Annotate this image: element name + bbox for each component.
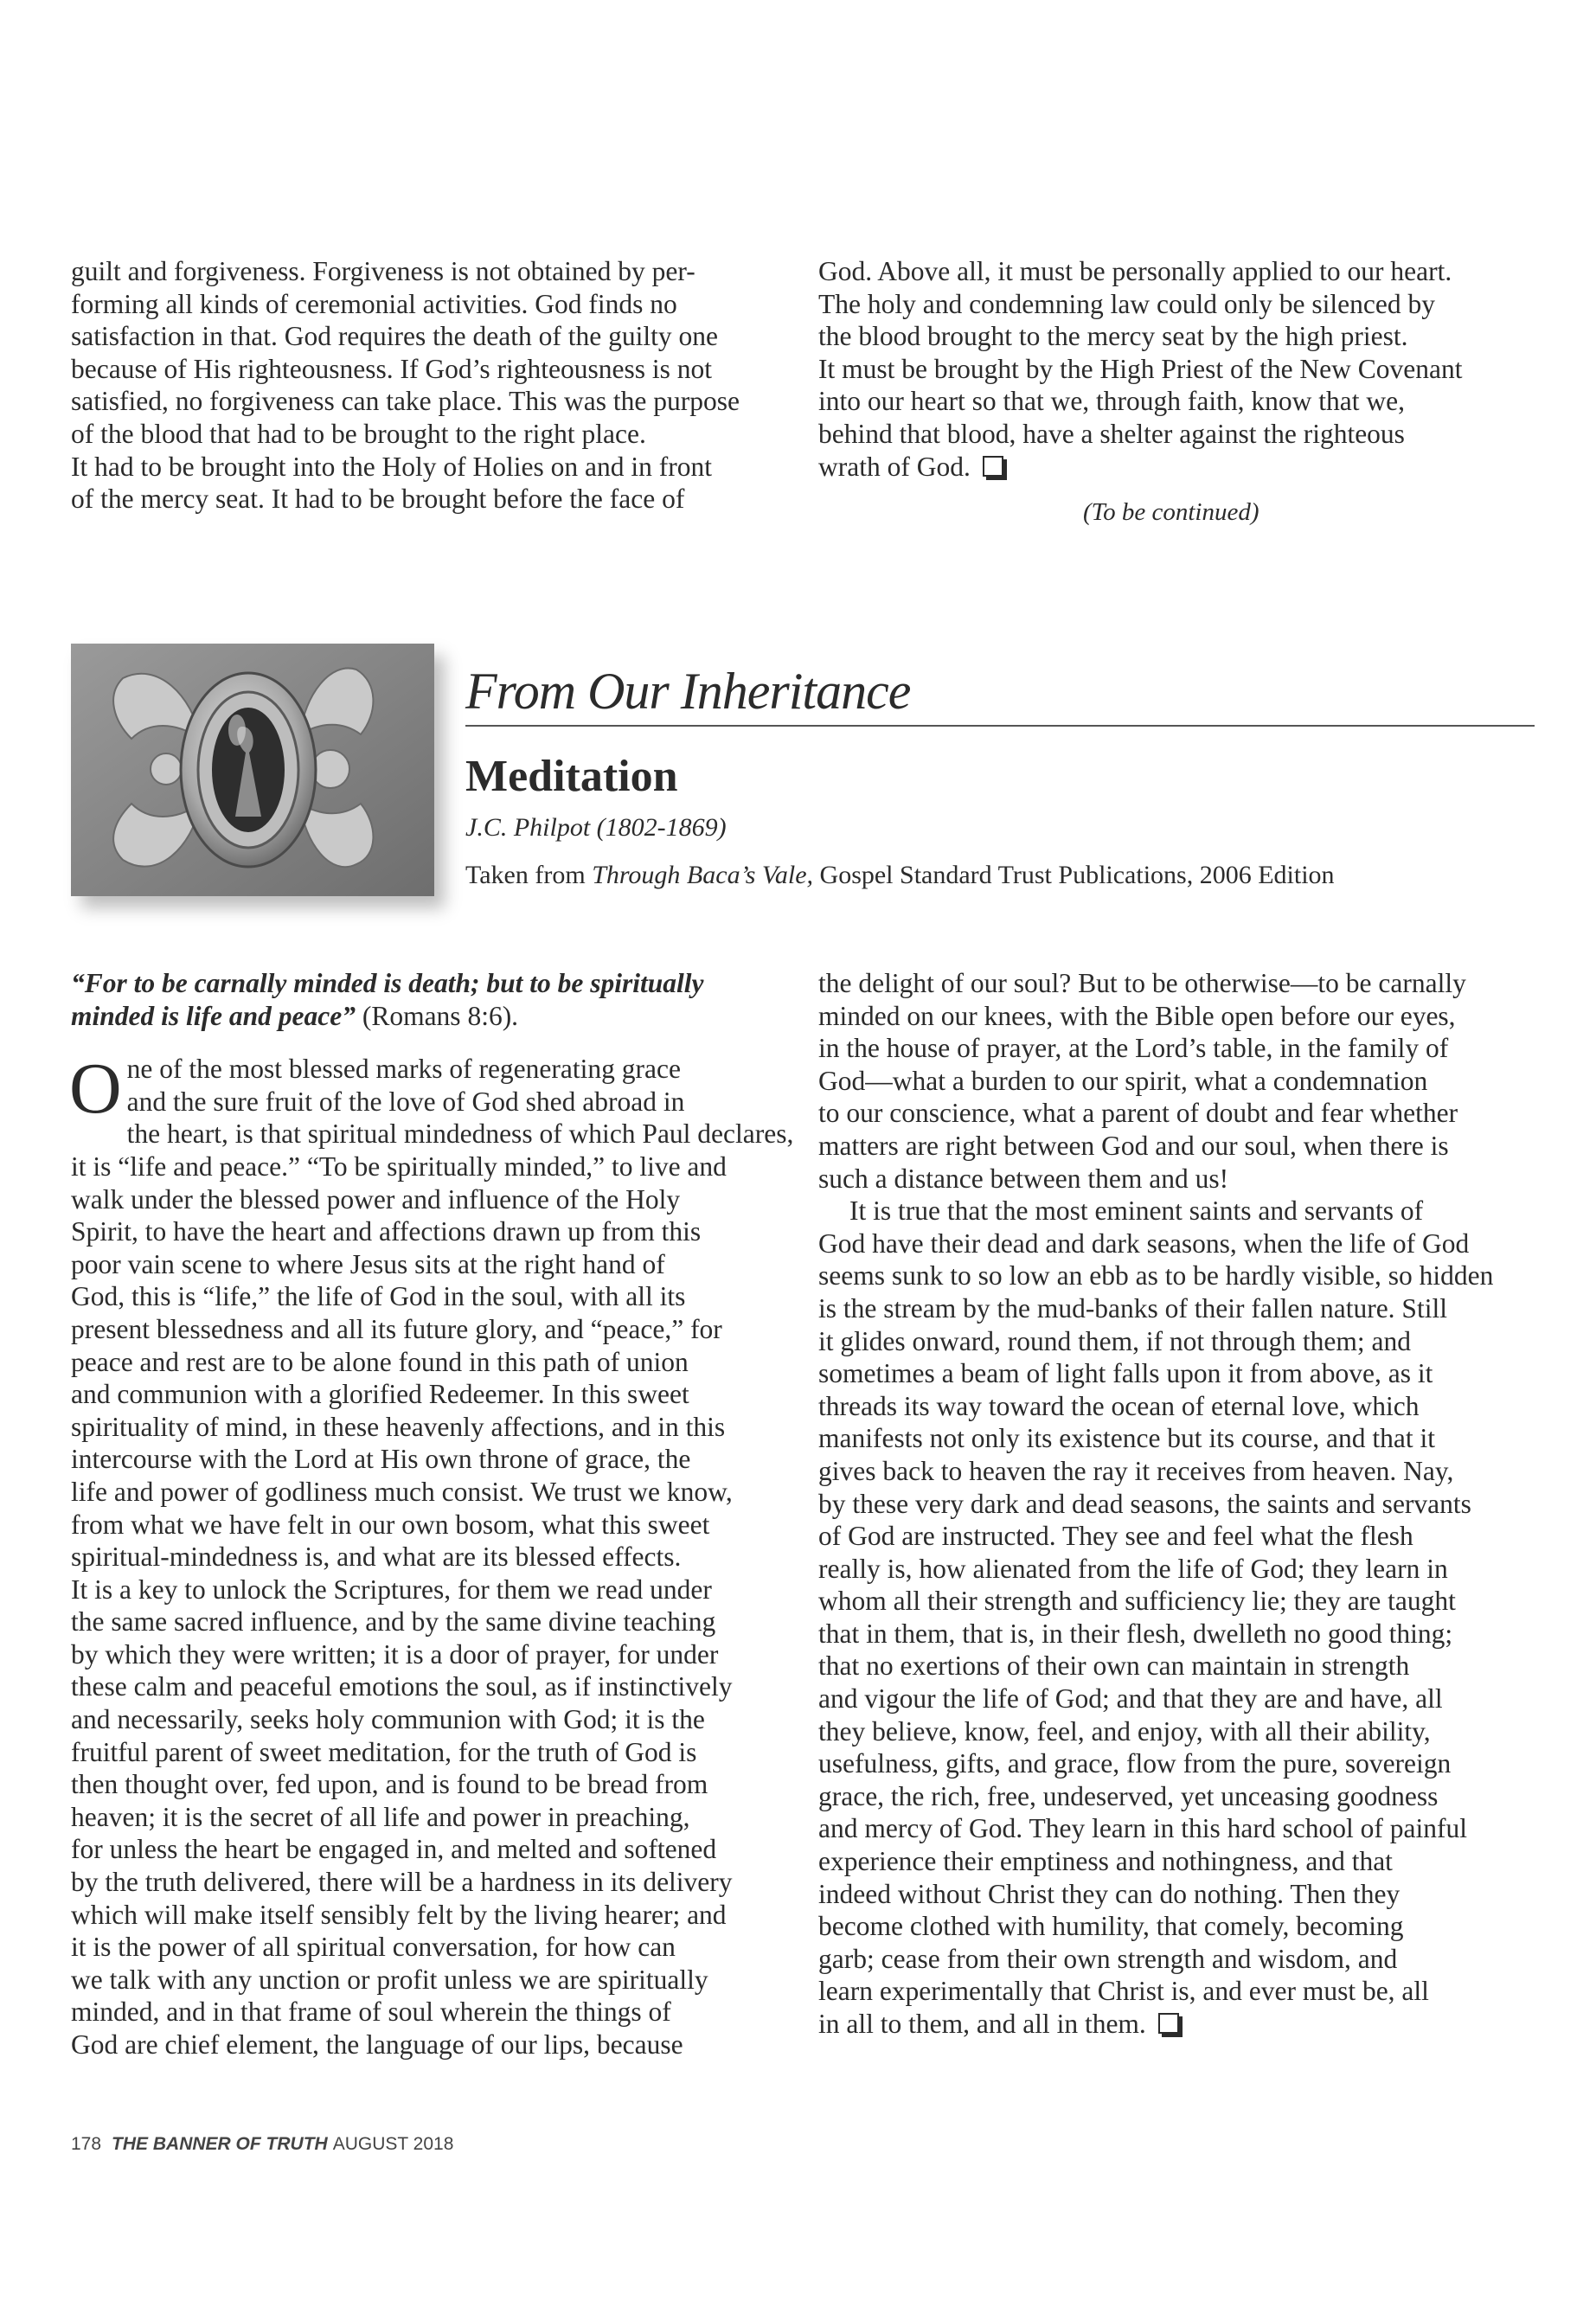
text-line: guilt and forgiveness. Forgiveness is not obtained by per-	[71, 256, 695, 286]
text-line: ne of the most blessed marks of regenerating grace	[126, 1054, 681, 1085]
text-line: indeed without Christ they can do nothing. Then they	[818, 1878, 1401, 1909]
text-line: God—what a burden to our spirit, what a condemnation	[818, 1065, 1428, 1096]
text-line: garb; cease from their own strength and wisdom, and	[818, 1943, 1398, 1974]
text-line: God, this is “life,” the life of God in the soul, with all its	[71, 1281, 686, 1312]
issue-date: AUGUST 2018	[332, 2134, 454, 2154]
text-line: such a distance between them and us!	[818, 1163, 1229, 1194]
text-line: grace, the rich, free, undeserved, yet unceasing goodness	[818, 1780, 1439, 1811]
text-line: of the blood that had to be brought to the right place.	[71, 418, 646, 449]
text-line: It is a key to unlock the Scriptures, for them we read under	[71, 1574, 712, 1605]
text-line: learn experimentally that Christ is, and ever must be, all	[818, 1976, 1429, 2007]
text-line: satisfied, no forgiveness can take place. This was the purpose	[71, 386, 740, 417]
text-line: The holy and condemning law could only be silenced by	[818, 288, 1435, 319]
text-line: minded, and in that frame of soul wherein the things of	[71, 1997, 671, 2028]
text-line: walk under the blessed power and influence of the Holy	[71, 1183, 681, 1215]
text-line: to our conscience, what a parent of doubt and fear whether	[818, 1098, 1458, 1129]
text-line: poor vain scene to where Jesus sits at the right hand of	[71, 1248, 665, 1279]
end-mark-icon	[1158, 2013, 1179, 2034]
text-line: into our heart so that we, through faith, know that we,	[818, 386, 1405, 417]
text-line: intercourse with the Lord at His own throne of grace, the	[71, 1444, 691, 1475]
text-line: gives back to heaven the ray it receives from heaven. Nay,	[818, 1455, 1454, 1486]
text-line: in the house of prayer, at the Lord’s table, in the family of	[818, 1033, 1449, 1064]
text-line: God. Above all, it must be personally applied to our heart.	[818, 256, 1452, 286]
text-line: the delight of our soul? But to be otherwise—to be carnally	[818, 968, 1466, 998]
text-line: from what we have felt in our own bosom, what this sweet	[71, 1509, 710, 1540]
text-line: heaven; it is the secret of all life and power in preaching,	[71, 1801, 690, 1832]
text-line: spiritual-mindedness is, and what are its blessed effects.	[71, 1541, 682, 1573]
epigraph-line: “For to be carnally minded is death; but to be spiritually	[71, 968, 704, 998]
text-line: It had to be brought into the Holy of Holies on and in front	[71, 451, 713, 482]
text-line: of the mercy seat. It had to be brought before the face of	[71, 484, 685, 515]
text-line: wrath of God.	[818, 451, 1536, 484]
text-line: because of His righteousness. If God’s righteousness is not	[71, 353, 713, 384]
text-line: really is, how alienated from the life of God; they learn in	[818, 1553, 1448, 1584]
text-line: peace and rest are to be alone found in this path of union	[71, 1346, 689, 1377]
text-line: and vigour the life of God; and that they are and have, all	[818, 1683, 1443, 1715]
text-line: minded on our knees, with the Bible open before our eyes,	[818, 1000, 1456, 1031]
text-line: sometimes a beam of light falls upon it from above, as it	[818, 1358, 1433, 1389]
text-line: usefulness, gifts, and grace, flow from the pure, sovereign	[818, 1748, 1452, 1779]
text-line: it glides onward, round them, if not through them; and	[818, 1325, 1412, 1356]
text-line: of God are instructed. They see and feel what the flesh	[818, 1521, 1413, 1552]
text-line: that no exertions of their own can maintain in strength	[818, 1650, 1410, 1682]
text-line: Spirit, to have the heart and affections drawn up from this	[71, 1216, 702, 1247]
text-line: and necessarily, seeks holy communion with God; it is the	[71, 1704, 705, 1735]
text-line: the heart, is that spiritual mindedness of which Paul declares,	[126, 1118, 794, 1150]
text-line: It is true that the most eminent saints and servants of	[849, 1195, 1424, 1227]
text-line: life and power of godliness much consist. We trust we know,	[71, 1476, 733, 1507]
text-line: and mercy of God. They learn in this hard school of painful	[818, 1813, 1467, 1844]
text-line: spirituality of mind, in these heavenly affections, and in this	[71, 1411, 726, 1442]
end-mark-icon	[983, 456, 1003, 477]
epigraph-line: minded is life and peace”	[71, 1000, 356, 1031]
article-body-left	[69, 1048, 794, 2061]
source-book-title: Through Baca’s Vale,	[592, 861, 814, 889]
to-be-continued-note: (To be continued)	[1083, 498, 1259, 526]
article-title: Meditation	[465, 752, 678, 801]
text-line: and the sure fruit of the love of God shed abroad in	[126, 1086, 685, 1117]
page-footer	[71, 2134, 453, 2155]
text-line: and communion with a glorified Redeemer. In this sweet	[71, 1379, 689, 1410]
drop-cap: O	[69, 1048, 122, 1130]
text-line: seems sunk to so low an ebb as to be hardly visible, so hidden	[818, 1260, 1494, 1292]
article-source	[465, 861, 1335, 890]
text-line: threads its way toward the ocean of eternal love, which	[818, 1390, 1420, 1421]
article-left-column	[69, 967, 794, 2061]
text-line: experience their emptiness and nothingness, and that	[818, 1846, 1393, 1877]
publication-name: THE BANNER OF TRUTH	[112, 2134, 328, 2154]
text-line: the blood brought to the mercy seat by the high priest.	[818, 321, 1408, 352]
text-line: it is “life and peace.” “To be spiritually minded,” to live and	[71, 1150, 727, 1182]
article-author: J.C. Philpot (1802-1869)	[465, 813, 727, 842]
text-line: satisfaction in that. God requires the death of the guilty one	[71, 321, 718, 352]
text-line: is the stream by the mud-banks of their fallen nature. Still	[818, 1292, 1447, 1324]
text-line: these calm and peaceful emotions the soul, as if instinctively	[71, 1671, 733, 1702]
text-line: that in them, that is, in their flesh, dwelleth no good thing;	[818, 1618, 1453, 1649]
article-right-column	[818, 967, 1536, 2041]
text-line: matters are right between God and our soul, when there is	[818, 1130, 1449, 1161]
text-line: which will make itself sensibly felt by the living hearer; and	[71, 1899, 727, 1930]
text-line: become clothed with humility, that comely, becoming	[818, 1911, 1404, 1942]
continuation-right-column	[818, 255, 1536, 483]
text-line: in all to them, and all in them.	[818, 2008, 1536, 2041]
text-line: God are chief element, the language of our lips, because	[71, 2029, 683, 2060]
text-line: by which they were written; it is a door of prayer, for under	[71, 1638, 719, 1670]
text-line: behind that blood, have a shelter against the righteous	[818, 418, 1405, 449]
source-suffix: Gospel Standard Trust Publications, 2006 Edition	[813, 861, 1335, 889]
section-title: From Our Inheritance	[465, 663, 911, 720]
keyhole-ornament-image	[71, 644, 434, 896]
text-line: for unless the heart be engaged in, and melted and softened	[71, 1834, 717, 1865]
text-line: the same sacred influence, and by the same divine teaching	[71, 1606, 716, 1638]
text-line: fruitful parent of sweet meditation, for the truth of God is	[71, 1736, 697, 1767]
text-line: they believe, know, feel, and enjoy, with all their ability,	[818, 1715, 1431, 1747]
text-line: by the truth delivered, there will be a hardness in its delivery	[71, 1867, 733, 1898]
text-line: whom all their strength and sufficiency lie; they are taught	[818, 1586, 1456, 1617]
text-line: It must be brought by the High Priest of the New Covenant	[818, 353, 1463, 384]
text-line: we talk with any unction or profit unless we are spiritually	[71, 1964, 708, 1995]
section-divider	[465, 725, 1535, 727]
text-line: present blessedness and all its future glory, and “peace,” for	[71, 1313, 722, 1344]
continuation-left-column	[71, 255, 780, 516]
page-number: 178	[71, 2134, 102, 2154]
text-line: forming all kinds of ceremonial activities. God finds no	[71, 288, 677, 319]
epigraph	[71, 967, 789, 1032]
text-line: it is the power of all spiritual conversation, for how can	[71, 1932, 676, 1963]
text-line: God have their dead and dark seasons, when the life of God	[818, 1227, 1470, 1259]
epigraph-reference: (Romans 8:6).	[355, 1000, 519, 1031]
text-line: by these very dark and dead seasons, the saints and servants	[818, 1488, 1471, 1519]
text-line: manifests not only its existence but its course, and that it	[818, 1423, 1435, 1454]
text-line: then thought over, fed upon, and is found to be bread from	[71, 1769, 708, 1800]
source-prefix: Taken from	[465, 861, 593, 889]
